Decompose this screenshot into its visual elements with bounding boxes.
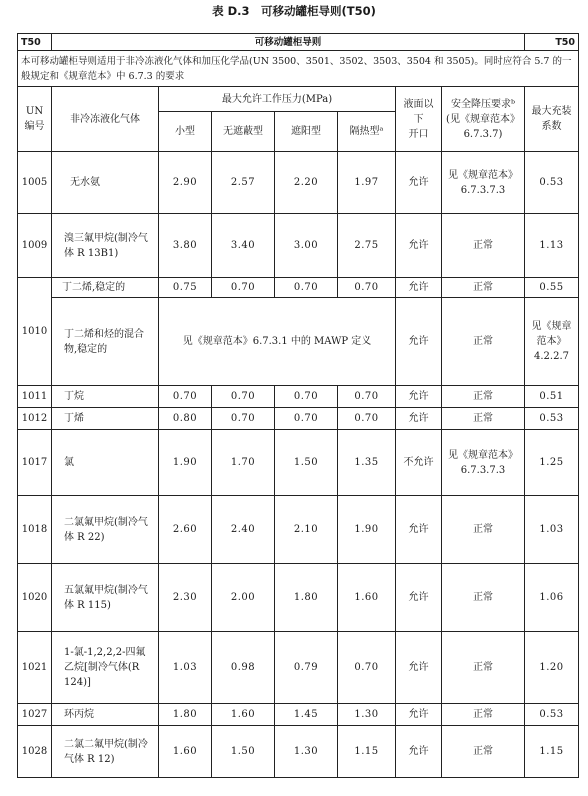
gas-name: 氯	[52, 430, 159, 496]
relief-requirement: 正常	[442, 496, 525, 564]
pressure-small: 2.60	[159, 496, 212, 564]
bar-left-code: T50	[18, 34, 52, 51]
pressure-sunshade: 1.45	[275, 704, 338, 726]
pressure-insulated: 0.70	[338, 632, 396, 704]
relief-requirement: 正常	[442, 298, 525, 386]
mawp-reference: 见《规章范本》6.7.3.1 中的 MAWP 定义	[159, 298, 396, 386]
fill-ratio: 0.53	[525, 152, 579, 214]
table-row	[18, 726, 579, 778]
bottom-opening: 不允许	[396, 430, 442, 496]
pressure-small: 3.80	[159, 214, 212, 278]
pressure-unshaded: 0.98	[212, 632, 275, 704]
pressure-unshaded: 1.60	[212, 704, 275, 726]
table-row	[18, 430, 579, 496]
bottom-opening: 允许	[396, 408, 442, 430]
bottom-opening: 允许	[396, 496, 442, 564]
pressure-small: 1.60	[159, 726, 212, 778]
pressure-small: 0.70	[159, 386, 212, 408]
pressure-small: 2.90	[159, 152, 212, 214]
bottom-opening: 允许	[396, 386, 442, 408]
gas-name: 丁二烯和烃的混合物,稳定的	[52, 298, 159, 386]
relief-requirement: 正常	[442, 632, 525, 704]
pressure-sunshade: 0.70	[275, 386, 338, 408]
relief-requirement: 正常	[442, 386, 525, 408]
bottom-opening: 允许	[396, 152, 442, 214]
fill-ratio: 1.15	[525, 726, 579, 778]
pressure-unshaded: 1.70	[212, 430, 275, 496]
header-gas: 非冷冻液化气体	[52, 87, 159, 152]
fill-ratio: 见《规章 范本》 4.2.2.7	[525, 298, 579, 386]
relief-requirement: 正常	[442, 214, 525, 278]
header-bottom-opening: 液面以下 开口	[396, 87, 442, 152]
header-sunshade: 遮阳型	[275, 112, 338, 152]
pressure-sunshade: 2.10	[275, 496, 338, 564]
un-number: 1012	[18, 408, 52, 430]
un-number: 1017	[18, 430, 52, 496]
portable-tank-instruction-table	[17, 33, 579, 778]
table-row	[18, 564, 579, 632]
fill-ratio: 0.55	[525, 278, 579, 298]
table-row	[18, 152, 579, 214]
header-row-1	[18, 87, 579, 112]
intro-row	[18, 51, 579, 87]
relief-requirement: 正常	[442, 704, 525, 726]
fill-ratio: 1.13	[525, 214, 579, 278]
pressure-insulated: 0.70	[338, 278, 396, 298]
table-row	[18, 496, 579, 564]
pressure-small: 1.90	[159, 430, 212, 496]
relief-requirement: 见《规章范本》 6.7.3.7.3	[442, 430, 525, 496]
pressure-unshaded: 0.70	[212, 278, 275, 298]
fill-ratio: 1.03	[525, 496, 579, 564]
bottom-opening: 允许	[396, 298, 442, 386]
pressure-sunshade: 1.30	[275, 726, 338, 778]
pressure-insulated: 1.97	[338, 152, 396, 214]
header-un: UN 编号	[18, 87, 52, 152]
header-small: 小型	[159, 112, 212, 152]
gas-name: 五氯氟甲烷(制冷气体 R 115)	[52, 564, 159, 632]
pressure-insulated: 1.15	[338, 726, 396, 778]
table-row	[18, 408, 579, 430]
pressure-sunshade: 1.50	[275, 430, 338, 496]
bottom-opening: 允许	[396, 726, 442, 778]
pressure-unshaded: 2.40	[212, 496, 275, 564]
un-number: 1009	[18, 214, 52, 278]
table-row	[18, 704, 579, 726]
un-number: 1011	[18, 386, 52, 408]
pressure-unshaded: 0.70	[212, 386, 275, 408]
gas-name: 丁二烯,稳定的	[52, 278, 159, 298]
gas-name: 二氯氟甲烷(制冷气体 R 22)	[52, 496, 159, 564]
gas-name: 无水氨	[52, 152, 159, 214]
pressure-insulated: 2.75	[338, 214, 396, 278]
pressure-unshaded: 2.57	[212, 152, 275, 214]
un-number: 1005	[18, 152, 52, 214]
gas-name: 丁烷	[52, 386, 159, 408]
fill-ratio: 0.53	[525, 704, 579, 726]
fill-ratio: 1.25	[525, 430, 579, 496]
bottom-opening: 允许	[396, 704, 442, 726]
instruction-bar	[18, 34, 579, 51]
pressure-unshaded: 0.70	[212, 408, 275, 430]
pressure-insulated: 0.70	[338, 408, 396, 430]
fill-ratio: 1.20	[525, 632, 579, 704]
pressure-sunshade: 3.00	[275, 214, 338, 278]
header-insulated: 隔热型ᵃ	[338, 112, 396, 152]
fill-ratio: 0.51	[525, 386, 579, 408]
table-row	[18, 278, 579, 298]
relief-requirement: 正常	[442, 278, 525, 298]
un-number: 1020	[18, 564, 52, 632]
pressure-small: 0.75	[159, 278, 212, 298]
bottom-opening: 允许	[396, 278, 442, 298]
pressure-sunshade: 0.70	[275, 278, 338, 298]
un-number: 1027	[18, 704, 52, 726]
gas-name: 环丙烷	[52, 704, 159, 726]
un-number: 1028	[18, 726, 52, 778]
relief-requirement: 正常	[442, 408, 525, 430]
header-pressure-group: 最大允许工作压力(MPa)	[159, 87, 396, 112]
pressure-insulated: 1.60	[338, 564, 396, 632]
bar-center-title: 可移动罐柜导则	[52, 34, 525, 51]
header-unshaded: 无遮蔽型	[212, 112, 275, 152]
header-fill-ratio: 最大充装 系数	[525, 87, 579, 152]
gas-name: 溴三氟甲烷(制冷气体 R 13B1)	[52, 214, 159, 278]
pressure-small: 1.80	[159, 704, 212, 726]
pressure-sunshade: 0.79	[275, 632, 338, 704]
pressure-insulated: 1.90	[338, 496, 396, 564]
pressure-small: 0.80	[159, 408, 212, 430]
fill-ratio: 1.06	[525, 564, 579, 632]
bottom-opening: 允许	[396, 564, 442, 632]
table-row	[18, 214, 579, 278]
pressure-sunshade: 1.80	[275, 564, 338, 632]
pressure-unshaded: 1.50	[212, 726, 275, 778]
table-row	[18, 386, 579, 408]
un-number: 1021	[18, 632, 52, 704]
table-title: 表 D.3 可移动罐柜导则(T50)	[212, 4, 376, 18]
table-row	[18, 632, 579, 704]
relief-requirement: 见《规章范本》 6.7.3.7.3	[442, 152, 525, 214]
pressure-insulated: 1.35	[338, 430, 396, 496]
intro-text: 本可移动罐柜导则适用于非冷冻液化气体和加压化学品(UN 3500、3501、3502、3503、3504 和 3505)。同时应符合 5.7 的一般规定和《规章范本》中 6.7.3 的要求	[18, 51, 579, 87]
bottom-opening: 允许	[396, 632, 442, 704]
gas-name: 丁烯	[52, 408, 159, 430]
table-row	[18, 298, 579, 386]
pressure-insulated: 0.70	[338, 386, 396, 408]
un-number: 1010	[18, 278, 52, 386]
pressure-insulated: 1.30	[338, 704, 396, 726]
relief-requirement: 正常	[442, 564, 525, 632]
pressure-unshaded: 3.40	[212, 214, 275, 278]
pressure-sunshade: 0.70	[275, 408, 338, 430]
pressure-sunshade: 2.20	[275, 152, 338, 214]
bottom-opening: 允许	[396, 214, 442, 278]
un-number: 1018	[18, 496, 52, 564]
pressure-small: 2.30	[159, 564, 212, 632]
gas-name: 二氯二氟甲烷(制冷气体 R 12)	[52, 726, 159, 778]
gas-name: 1-氯-1,2,2,2-四氟乙烷[制冷气体(R 124)]	[52, 632, 159, 704]
bar-right-code: T50	[525, 34, 579, 51]
fill-ratio: 0.53	[525, 408, 579, 430]
pressure-unshaded: 2.00	[212, 564, 275, 632]
relief-requirement: 正常	[442, 726, 525, 778]
header-relief: 安全降压要求ᵇ (见《规章范本》 6.7.3.7)	[442, 87, 525, 152]
pressure-small: 1.03	[159, 632, 212, 704]
